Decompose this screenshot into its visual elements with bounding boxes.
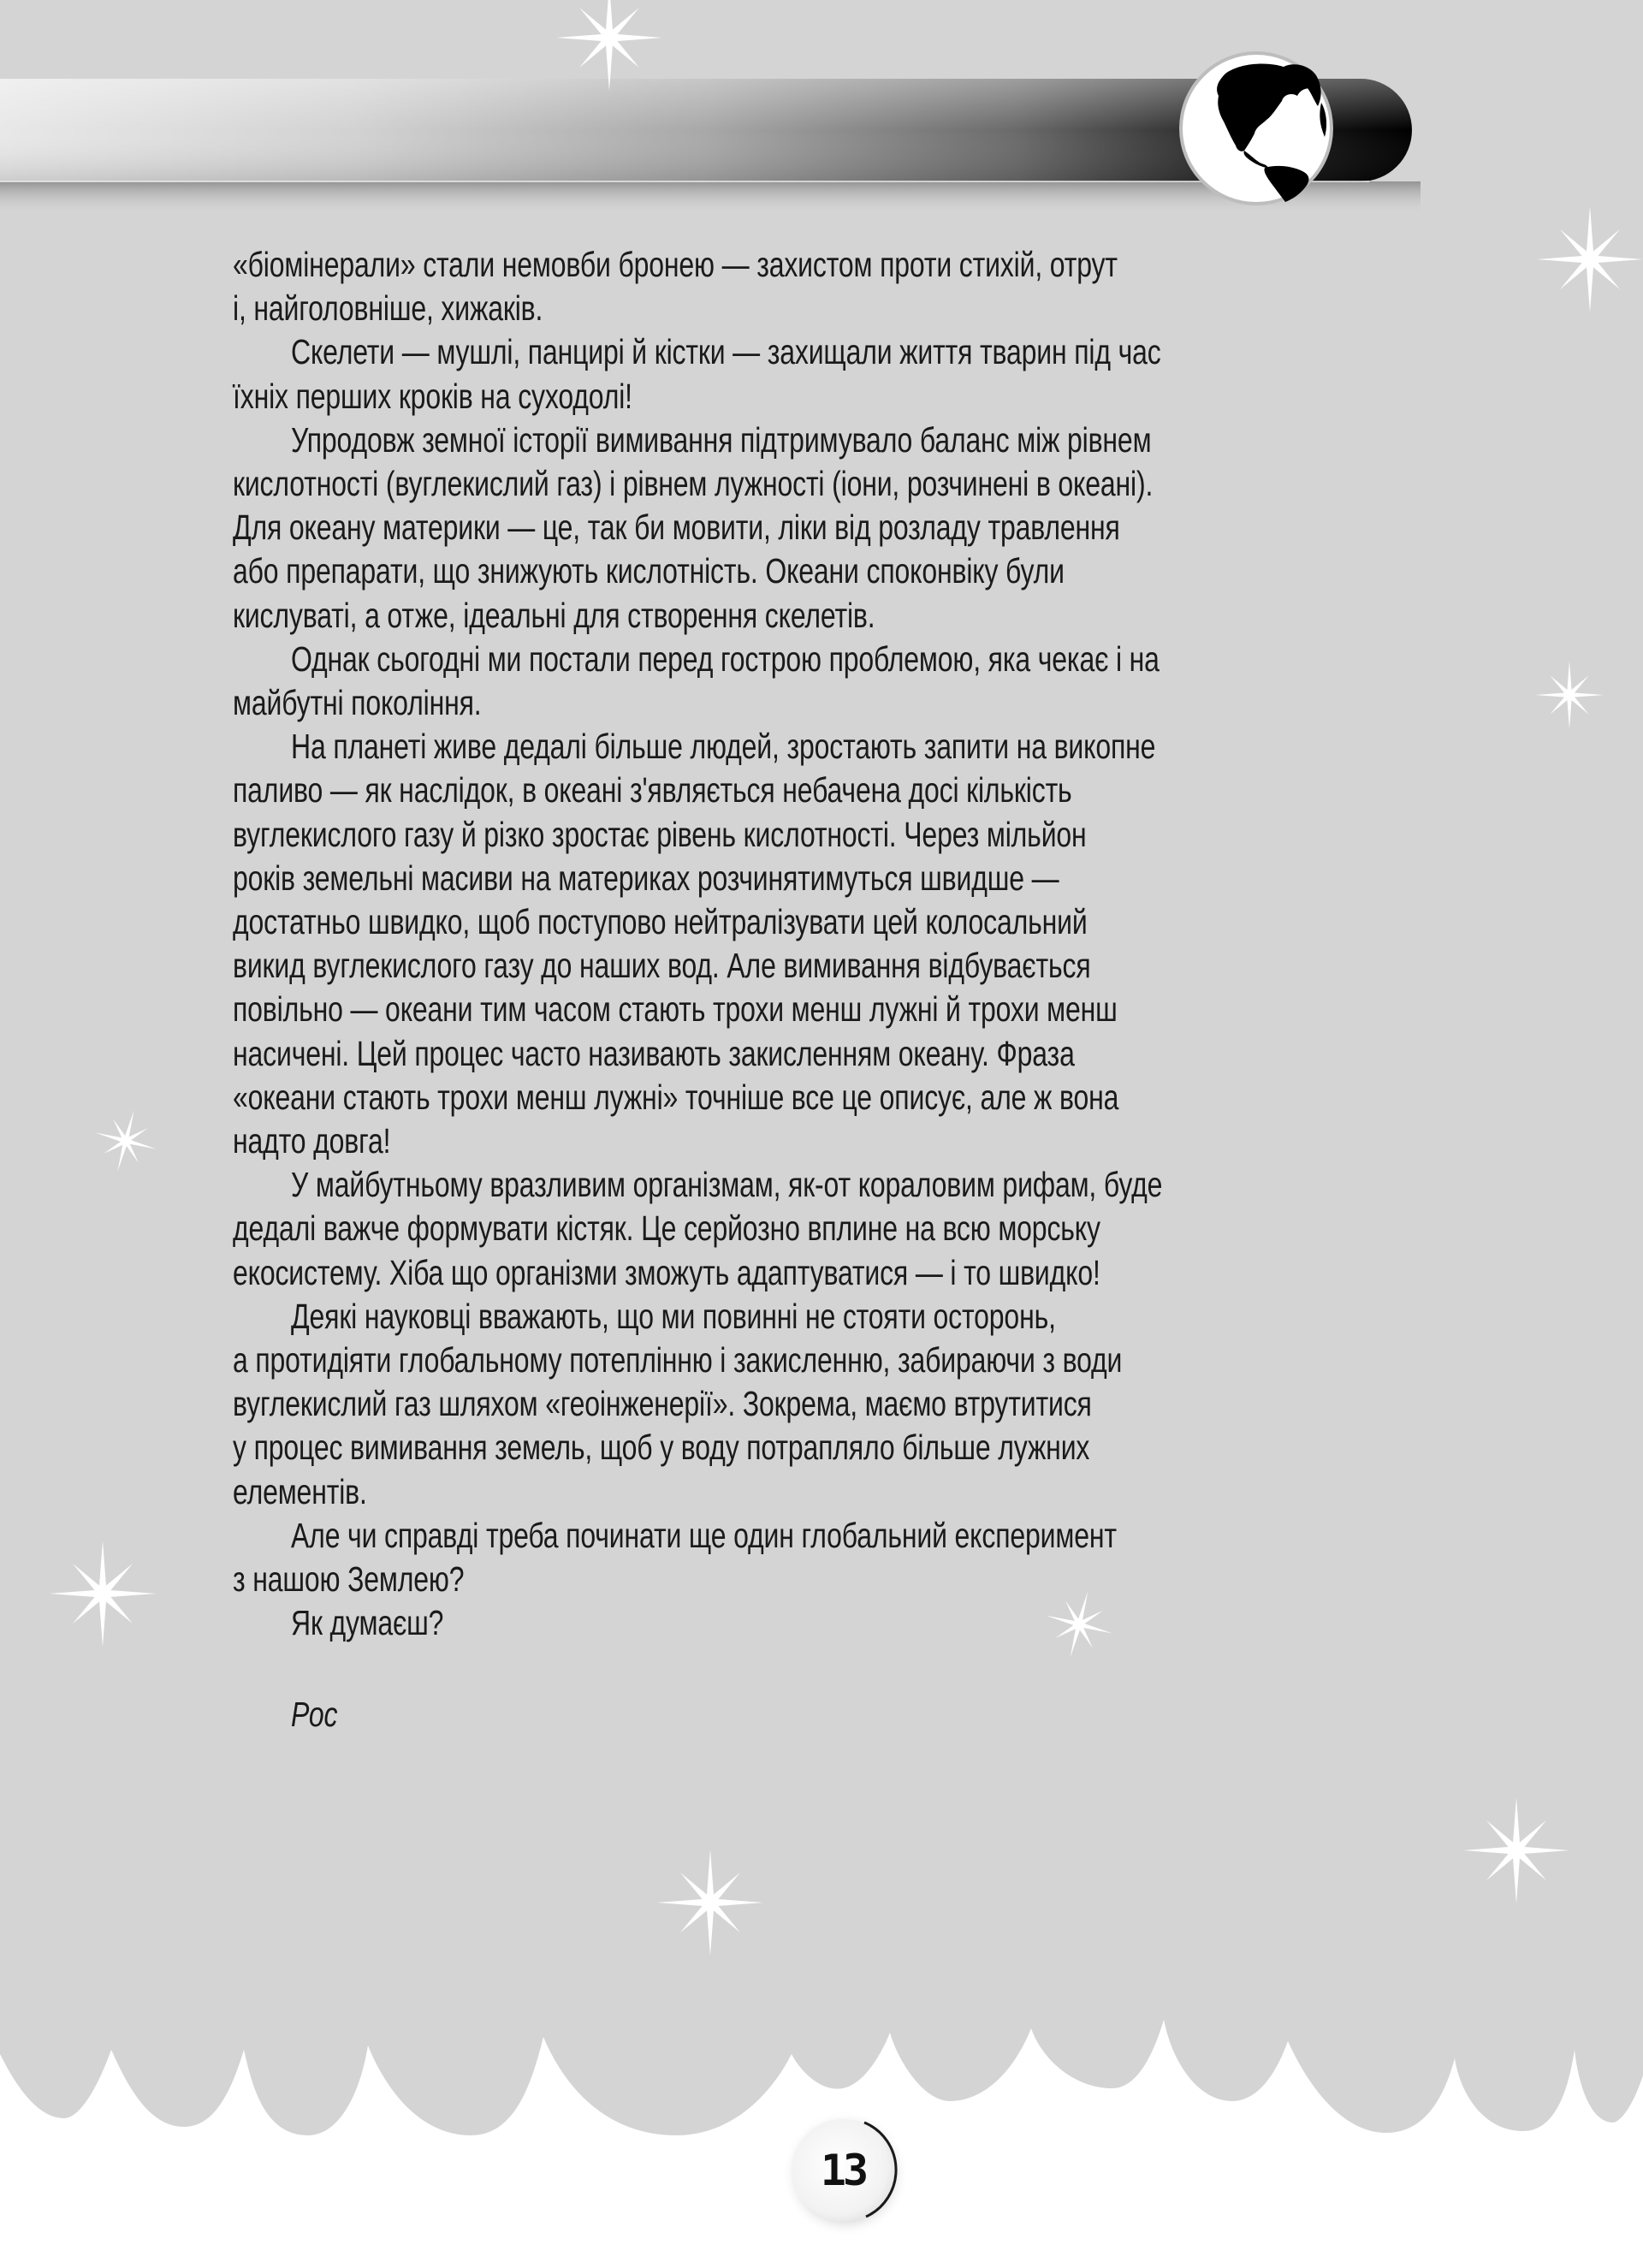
paragraph-first-line: Упродовж земної історії вимивання підтримувало баланс між рівнем — [291, 419, 1152, 460]
paragraph-first-line: Деякі науковці вважають, що ми повинні не стояти осторонь, — [291, 1296, 1056, 1336]
text-line: «біомінерали» стали немовби бронею — захистом проти стихій, отрут — [233, 245, 1118, 284]
text-line: дедалі важче формувати кістяк. Це серйозно вплине на всю морську — [233, 1208, 1100, 1249]
text-line: паливо — як наслідок, в океані з'являється небачена досі кількість — [233, 770, 1072, 810]
text-line: повільно — океани тим часом стають трохи менш лужні й трохи менш — [233, 989, 1118, 1030]
text-line: Для океану материки — це, так би мовити, ліки від розладу травлення — [233, 508, 1120, 548]
text-line: і, найголовніше, хижаків. — [233, 288, 543, 329]
text-line: вуглекислого газу й різко зростає рівень кислотності. Через мільйон — [233, 814, 1087, 854]
paragraph-first-line: Але чи справді треба починати ще один глобальний експеримент — [291, 1515, 1117, 1555]
text-line: вуглекислий газ шляхом «геоінженерії». Зокрема, маємо втрутитися — [233, 1384, 1092, 1424]
text-line: з нашою Землею? — [233, 1559, 465, 1599]
text-line: кислотності (вуглекислий газ) і рівнем лужності (іони, розчинені в океані). — [233, 464, 1154, 503]
text-line: років земельні масиви на материках розчинятимуться швидше — — [233, 858, 1059, 898]
paragraph-first-line: Скелети — мушлі, панцирі й кістки — захищали життя тварин під час — [291, 332, 1161, 372]
text-line: надто довга! — [233, 1121, 391, 1161]
text-line: майбутні покоління. — [233, 683, 482, 722]
text-line: у процес вимивання земель, щоб у воду потрапляло більше лужних — [233, 1428, 1090, 1468]
text-line: насичені. Цей процес часто називають закисленням океану. Фраза — [233, 1033, 1075, 1073]
paragraph-first-line: На планеті живе дедалі більше людей, зростають запити на викопне — [291, 727, 1156, 767]
text-line: «океани стають трохи менш лужні» точніше все це описує, але ж вона — [233, 1077, 1119, 1117]
text-line: екосистему. Хіба що організми зможуть адаптуватися — і то швидко! — [233, 1252, 1100, 1292]
paragraph-first-line: Як думаєш? — [291, 1603, 444, 1643]
text-line: викид вуглекислого газу до наших вод. Але вимивання відбувається — [233, 946, 1091, 986]
text-line: а протидіяти глобальному потеплінню і закисленню, забираючи з води — [233, 1340, 1123, 1380]
paragraph-first-line: У майбутньому вразливим організмам, як-от кораловим рифам, буде — [291, 1165, 1163, 1205]
text-line: їхніх перших кроків на суходолі! — [233, 376, 632, 416]
page-number: 13 — [820, 2146, 866, 2195]
text-line: достатньо швидко, щоб поступово нейтралізувати цей колосальний — [233, 902, 1088, 941]
text-line: кислуваті, а отже, ідеальні для створення скелетів. — [233, 595, 875, 635]
text-line: елементів. — [233, 1471, 367, 1511]
globe-icon — [1179, 51, 1333, 205]
text-line: або препарати, що знижують кислотність. Океани споконвіку були — [233, 551, 1065, 591]
author-signature: Рос — [291, 1694, 338, 1734]
paragraph-first-line: Однак сьогодні ми постали перед гострою проблемою, яка чекає і на — [291, 638, 1160, 679]
